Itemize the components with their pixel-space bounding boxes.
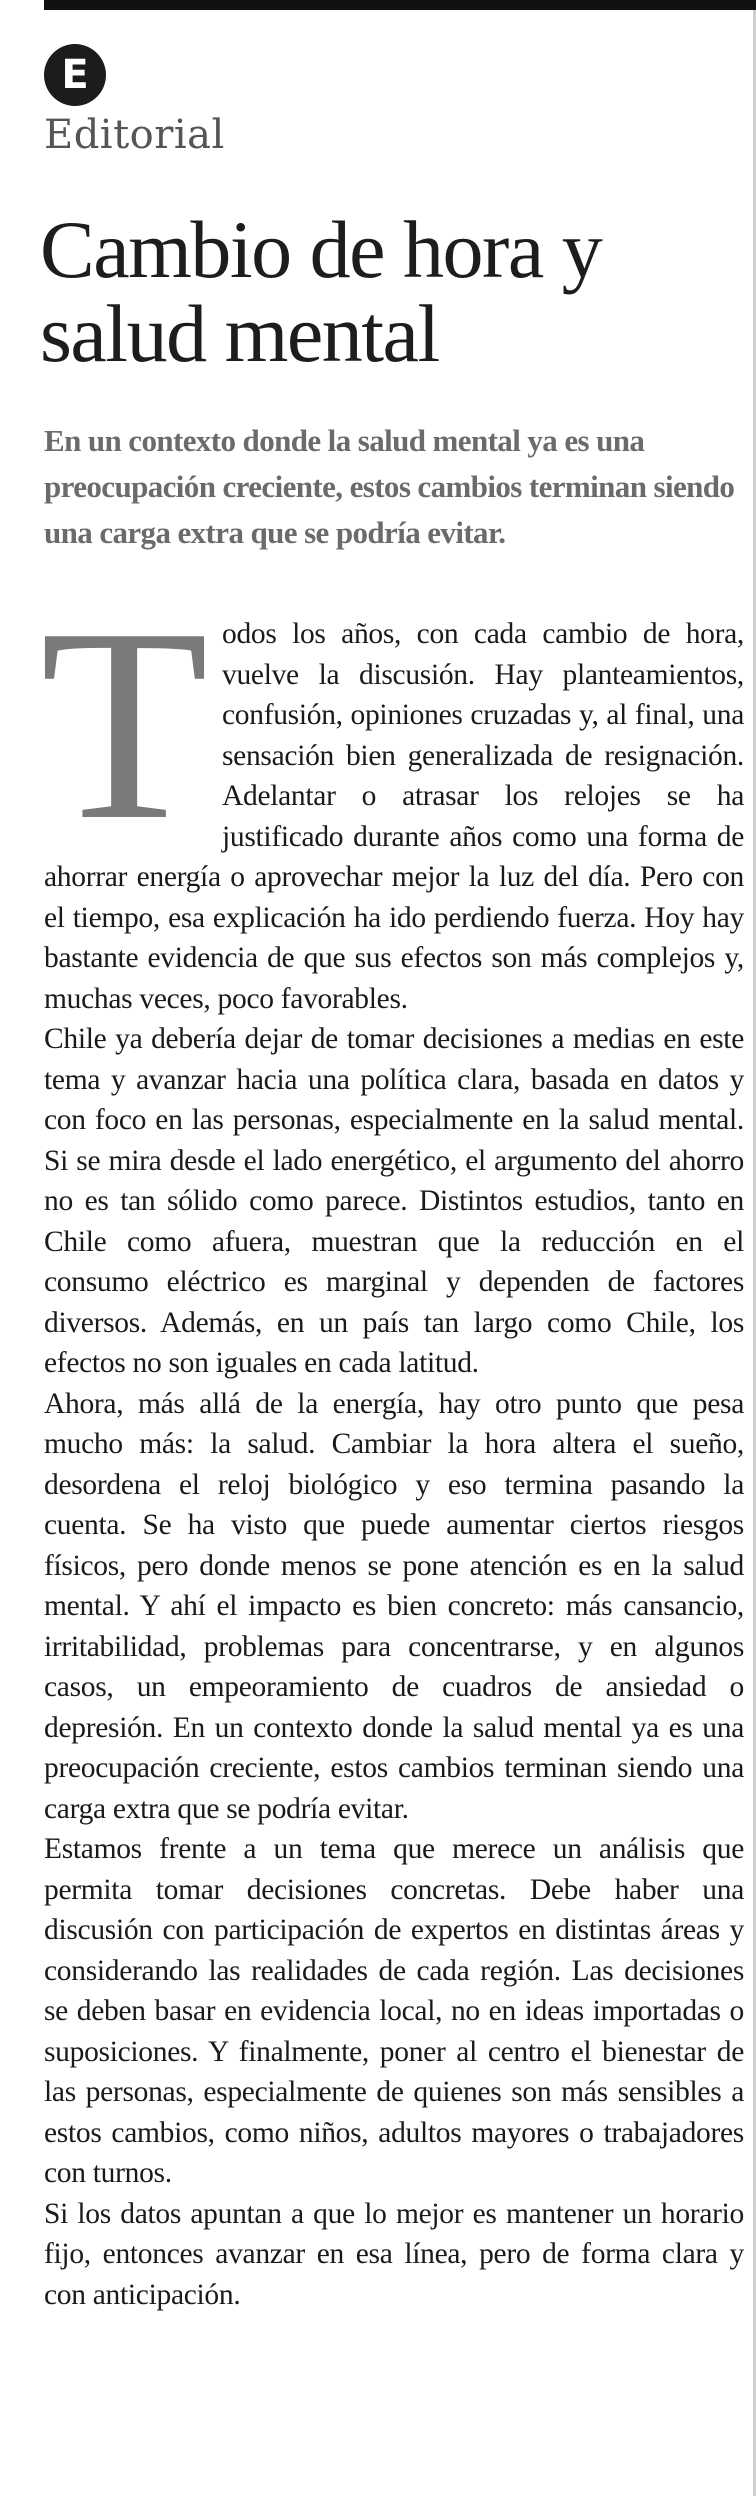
body-paragraph-5: Si los datos apuntan a que lo mejor es mantener un horario fijo, entonces avanzar en esa línea, pero de forma clara y con anticipación. bbox=[44, 2197, 744, 2311]
deck-summary: En un contexto donde la salud mental ya es una preocupación creciente, estos cambios terminan siendo una carga extra que se podría evitar. bbox=[44, 423, 735, 550]
body-paragraph-3: Ahora, más allá de la energía, hay otro punto que pesa mucho más: la salud. Cambiar la hora altera el sueño, desordena el reloj biológico y eso termina pasando la cuenta. Se ha visto que puede aumentar ciertos riesgos físicos, pero donde menos se pone atención es en la salud mental. Y ahí el impacto es bien concreto: más cansancio, irritabilidad, problemas para concentrarse, y en algunos casos, un empeoramiento de cuadros de ansiedad o depresión. En un contexto donde la salud mental ya es una preocupación creciente, estos cambios terminan siendo una carga extra que se podría evitar. bbox=[44, 1387, 744, 1825]
body-paragraph-4: Estamos frente a un tema que merece un análisis que permita tomar decisiones concretas. Debe haber una discusión con participación de expertos en distintas áreas y considerando las realidades de cada región. Las decisiones se deben basar en evidencia local, no en ideas importadas o suposiciones. Y finalmente, poner al centro el bienestar de las personas, especialmente de quienes son más sensibles a estos cambios, como niños, adultos mayores o trabajadores con turnos. bbox=[44, 1833, 744, 2189]
body-paragraph-1: odos los años, con cada cambio de hora, vuelve la discusión. Hay planteamientos, confusión, opiniones cruzadas y, al final, una sensación bien generalizada de resignación. Adelantar o atrasar los relojes se ha justificado durante años como una forma de ahorrar energía o aprovechar mejor la luz del día. Pero con el tiempo, esa explicación ha ido perdiendo fuerza. Hoy hay bastante evidencia de que sus efectos son más complejos y, muchas veces, poco favorables. bbox=[44, 618, 744, 1015]
body-paragraph-2: Chile ya debería dejar de tomar decisiones a medias en este tema y avanzar hacia una política clara, basada en datos y con foco en las personas, especialmente en la salud mental. Si se mira desde el lado energético, el argumento del ahorro no es tan sólido como parece. Distintos estudios, tanto en Chile como afuera, muestran que la reducción en el consumo eléctrico es marginal y dependen de factores diversos. Además, en un país tan largo como Chile, los efectos no son iguales en cada latitud. bbox=[44, 1023, 744, 1379]
top-rule bbox=[44, 0, 756, 10]
drop-cap: T bbox=[40, 571, 209, 877]
section-badge: E bbox=[44, 44, 106, 106]
section-label: Editorial bbox=[44, 112, 225, 158]
article-body bbox=[40, 571, 744, 2315]
headline: Cambio de hora y salud mental bbox=[40, 204, 602, 379]
